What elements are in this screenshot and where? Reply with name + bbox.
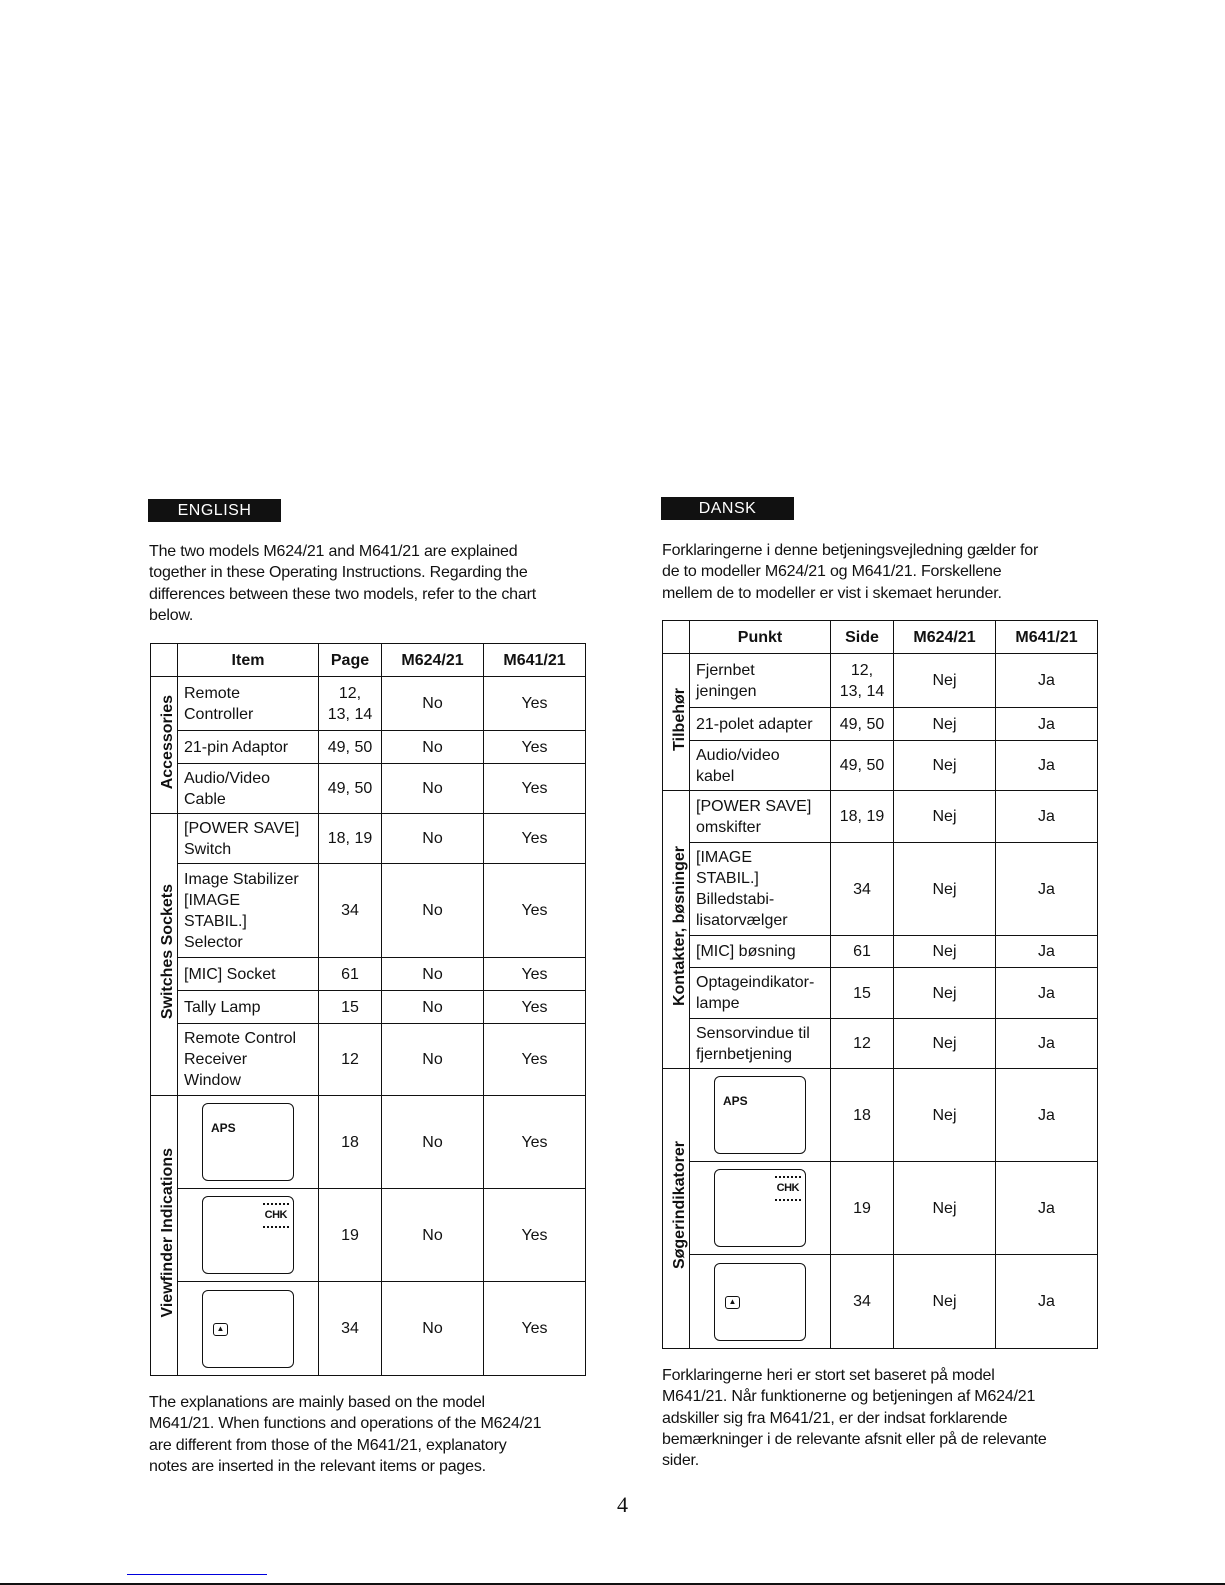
divider: [127, 1574, 267, 1575]
dansk-intro: Forklaringerne i denne betjeningsvejledning gælder for de to modeller M624/21 og M641/21. Forskellene mellem de to modeller er vist i skemaet herunder.: [662, 542, 1039, 602]
model-a-cell: Nej: [894, 708, 996, 741]
table-row: [663, 708, 1098, 741]
table-row: [663, 1019, 1098, 1069]
page-cell: 18, 19: [831, 791, 894, 843]
page-cell: 15: [319, 991, 382, 1024]
item-cell: [POWER SAVE] Switch: [178, 814, 319, 864]
page-cell: 19: [319, 1189, 382, 1282]
item-cell: [178, 1189, 319, 1282]
table-row: [663, 741, 1098, 791]
model-a-cell: No: [382, 764, 484, 814]
table-row: [663, 1255, 1098, 1349]
table-row: [151, 1189, 586, 1282]
column-header: [663, 621, 690, 654]
english-model-table: [150, 643, 586, 1376]
group-label-cell: [151, 677, 178, 814]
item-cell: Fjernbet jeningen: [690, 654, 831, 708]
table-header-row: [151, 644, 586, 677]
table-row: [151, 677, 586, 731]
page-cell: 49, 50: [319, 731, 382, 764]
page-cell: 19: [831, 1162, 894, 1255]
page-number: 4: [617, 1492, 628, 1517]
table-row: [151, 731, 586, 764]
model-b-cell: Ja: [996, 708, 1098, 741]
model-a-cell: No: [382, 991, 484, 1024]
model-b-cell: Yes: [484, 1282, 586, 1376]
page-cell: 18, 19: [319, 814, 382, 864]
model-a-cell: No: [382, 814, 484, 864]
model-b-cell: Ja: [996, 791, 1098, 843]
group-label: Switches Sockets: [159, 883, 176, 1020]
page-cell: 61: [319, 958, 382, 991]
model-b-cell: Yes: [484, 731, 586, 764]
model-a-cell: Nej: [894, 843, 996, 936]
table-row: [151, 1282, 586, 1376]
item-cell: 21-polet adapter: [690, 708, 831, 741]
group-label-cell: [663, 1069, 690, 1349]
item-cell: Image Stabilizer [IMAGE STABIL.] Selector: [178, 864, 319, 958]
model-b-cell: Ja: [996, 1069, 1098, 1162]
english-banner: ENGLISH: [148, 499, 281, 522]
table-row: [663, 843, 1098, 936]
model-b-cell: Ja: [996, 936, 1098, 968]
aps-indicator: APS: [211, 1121, 236, 1135]
table-row: [151, 1096, 586, 1189]
group-label: Accessories: [159, 694, 176, 790]
page-cell: 61: [831, 936, 894, 968]
viewfinder-display-icon: [202, 1103, 294, 1181]
page-cell: 12, 13, 14: [831, 654, 894, 708]
table-row: [663, 654, 1098, 708]
page-cell: 34: [831, 1255, 894, 1349]
viewfinder-display-icon: [714, 1169, 806, 1247]
page-cell: 12, 13, 14: [319, 677, 382, 731]
chk-indicator: CHK: [775, 1176, 801, 1201]
group-label: Søgerindikatorer: [671, 1141, 688, 1270]
dansk-model-table: [662, 620, 1098, 1349]
table-row: [151, 864, 586, 958]
column-header: Item: [178, 644, 319, 677]
table-row: [151, 958, 586, 991]
table-header-row: [663, 621, 1098, 654]
item-cell: [690, 1069, 831, 1162]
group-label-cell: [663, 791, 690, 1069]
page-cell: 49, 50: [831, 708, 894, 741]
model-a-cell: No: [382, 731, 484, 764]
page-cell: 12: [831, 1019, 894, 1069]
column-header: M641/21: [484, 644, 586, 677]
model-b-cell: Yes: [484, 764, 586, 814]
table-row: [663, 1162, 1098, 1255]
aps-indicator: APS: [723, 1094, 748, 1108]
item-cell: Audio/video kabel: [690, 741, 831, 791]
model-a-cell: No: [382, 1189, 484, 1282]
model-b-cell: Yes: [484, 1189, 586, 1282]
viewfinder-display-icon: [714, 1076, 806, 1154]
model-a-cell: No: [382, 864, 484, 958]
model-a-cell: Nej: [894, 791, 996, 843]
item-cell: [IMAGE STABIL.] Billedstabi- lisatorvælger: [690, 843, 831, 936]
page-cell: 49, 50: [319, 764, 382, 814]
page-cell: 12: [319, 1024, 382, 1096]
viewfinder-display-icon: [202, 1290, 294, 1368]
item-cell: Remote Controller: [178, 677, 319, 731]
page-cell: 34: [831, 843, 894, 936]
model-a-cell: Nej: [894, 1162, 996, 1255]
column-header: Page: [319, 644, 382, 677]
model-a-cell: No: [382, 1282, 484, 1376]
model-b-cell: Yes: [484, 677, 586, 731]
viewfinder-display-icon: [714, 1263, 806, 1341]
chk-indicator: CHK: [263, 1203, 289, 1228]
model-b-cell: Ja: [996, 1255, 1098, 1349]
table-row: [663, 936, 1098, 968]
page-cell: 49, 50: [831, 741, 894, 791]
model-a-cell: No: [382, 677, 484, 731]
model-b-cell: Ja: [996, 968, 1098, 1019]
table-row: [151, 991, 586, 1024]
item-cell: Audio/Video Cable: [178, 764, 319, 814]
item-cell: [690, 1162, 831, 1255]
page-cell: 18: [831, 1069, 894, 1162]
group-label-cell: [663, 654, 690, 791]
model-b-cell: Ja: [996, 741, 1098, 791]
group-label-cell: [151, 814, 178, 1096]
dansk-outro: Forklaringerne heri er stort set baseret på model M641/21. Når funktionerne og betjeningen af M624/21 adskiller sig fra M641/21, er der indsat forklarende bemærkninger i de relevante afsnit eller på de relevante sider.: [662, 1367, 1047, 1470]
model-a-cell: Nej: [894, 741, 996, 791]
model-b-cell: Yes: [484, 1024, 586, 1096]
item-cell: [MIC] Socket: [178, 958, 319, 991]
page-cell: 15: [831, 968, 894, 1019]
column-header: M624/21: [382, 644, 484, 677]
model-b-cell: Ja: [996, 843, 1098, 936]
page-cell: 18: [319, 1096, 382, 1189]
column-header: [151, 644, 178, 677]
model-b-cell: Yes: [484, 991, 586, 1024]
table-row: [663, 968, 1098, 1019]
item-cell: [178, 1282, 319, 1376]
table-row: [151, 764, 586, 814]
item-cell: 21-pin Adaptor: [178, 731, 319, 764]
group-label-cell: [151, 1096, 178, 1376]
english-intro: The two models M624/21 and M641/21 are explained together in these Operating Instructions. Regarding the differences between these two models, refer to the chart below.: [149, 543, 536, 624]
table-row: [663, 791, 1098, 843]
item-cell: [MIC] bøsning: [690, 936, 831, 968]
item-cell: Optageindikator- lampe: [690, 968, 831, 1019]
model-a-cell: Nej: [894, 1255, 996, 1349]
table-row: [663, 1069, 1098, 1162]
model-b-cell: Ja: [996, 1162, 1098, 1255]
column-header: M624/21: [894, 621, 996, 654]
table-row: [151, 814, 586, 864]
model-a-cell: Nej: [894, 1019, 996, 1069]
viewfinder-display-icon: [202, 1196, 294, 1274]
model-b-cell: Yes: [484, 1096, 586, 1189]
item-cell: [178, 1096, 319, 1189]
column-header: Side: [831, 621, 894, 654]
column-header: Punkt: [690, 621, 831, 654]
page-cell: 34: [319, 1282, 382, 1376]
model-a-cell: No: [382, 1024, 484, 1096]
group-label: Kontakter, bøsninger: [671, 846, 688, 1007]
model-b-cell: Yes: [484, 814, 586, 864]
item-cell: Remote Control Receiver Window: [178, 1024, 319, 1096]
item-cell: [690, 1255, 831, 1349]
table-row: [151, 1024, 586, 1096]
model-b-cell: Yes: [484, 864, 586, 958]
model-b-cell: Yes: [484, 958, 586, 991]
model-a-cell: No: [382, 958, 484, 991]
model-a-cell: Nej: [894, 1069, 996, 1162]
item-cell: Sensorvindue til fjernbetjening: [690, 1019, 831, 1069]
dansk-banner: DANSK: [661, 497, 794, 520]
image-stabilizer-icon: ▲: [725, 1296, 740, 1309]
model-a-cell: Nej: [894, 968, 996, 1019]
model-a-cell: Nej: [894, 654, 996, 708]
group-label: Tilbehør: [671, 687, 688, 751]
column-header: M641/21: [996, 621, 1098, 654]
item-cell: [POWER SAVE] omskifter: [690, 791, 831, 843]
english-outro: The explanations are mainly based on the model M641/21. When functions and operations of the M624/21 are different from those of the M641/21, explanatory notes are inserted in the relevant items or pages.: [149, 1394, 542, 1475]
model-a-cell: No: [382, 1096, 484, 1189]
item-cell: Tally Lamp: [178, 991, 319, 1024]
group-label: Viewfinder Indications: [159, 1147, 176, 1318]
model-b-cell: Ja: [996, 1019, 1098, 1069]
model-a-cell: Nej: [894, 936, 996, 968]
page-cell: 34: [319, 864, 382, 958]
model-b-cell: Ja: [996, 654, 1098, 708]
image-stabilizer-icon: ▲: [213, 1323, 228, 1336]
